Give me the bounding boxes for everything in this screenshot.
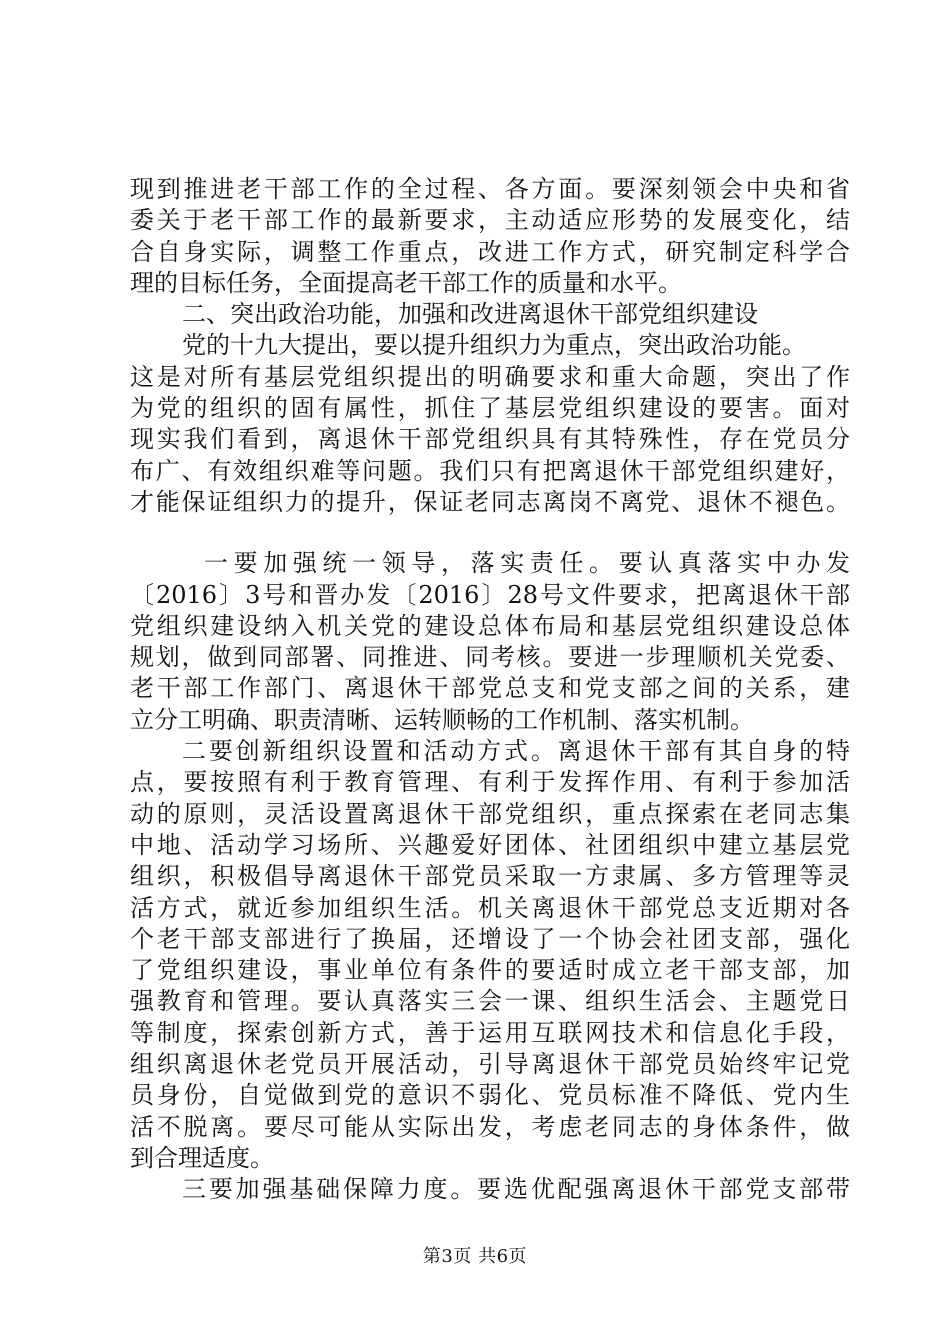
text-line: 员身份，自觉做到党的意识不弱化、党员标准不降低、党内生 — [130, 1081, 850, 1110]
text-line: 点，要按照有利于教育管理、有利于发挥作用、有利于参加活 — [130, 768, 850, 797]
text-line: 中地、活动学习场所、兴趣爱好团体、社团组织中建立基层党 — [130, 830, 850, 859]
text-line: 这是对所有基层党组织提出的明确要求和重大命题，突出了作 — [130, 362, 850, 391]
paragraph — [130, 548, 850, 736]
text-line: 等制度，探索创新方式，善于运用互联网技术和信息化手段， — [130, 1018, 850, 1047]
text-line: 三要加强基础保障力度。要选优配强离退休干部党支部带 — [182, 1175, 850, 1204]
text-line: 理的目标任务，全面提高老干部工作的质量和水平。 — [130, 268, 682, 297]
text-line: 现实我们看到，离退休干部党组织具有其特殊性，存在党员分 — [130, 425, 850, 454]
text-line: 党的十九大提出，要以提升组织力为重点，突出政治功能。 — [182, 331, 806, 360]
text-line: 党组织建设纳入机关党的建设总体布局和基层党组织建设总体 — [130, 611, 850, 640]
text-line: 委关于老干部工作的最新要求，主动适应形势的发展变化，结 — [130, 206, 850, 235]
text-line: 老干部工作部门、离退休干部党总支和党支部之间的关系，建 — [130, 674, 850, 703]
text-line: 布广、有效组织难等问题。我们只有把离退休干部党组织建好， — [130, 456, 850, 485]
text-line: 活不脱离。要尽可能从实际出发，考虑老同志的身体条件，做 — [130, 1112, 850, 1141]
document-body — [130, 174, 850, 1206]
text-line: 才能保证组织力的提升，保证老同志离岗不离党、退休不褪色。 — [130, 487, 850, 516]
paragraph — [130, 330, 850, 518]
paragraph — [130, 736, 850, 1174]
section-heading: 二、突出政治功能，加强和改进离退休干部党组织建设 — [182, 300, 758, 329]
paragraph-continued — [130, 174, 850, 299]
text-line: 到合理适度。 — [130, 1143, 274, 1172]
page-number-footer: 第3页 共6页 — [422, 1246, 528, 1267]
paragraph — [130, 1174, 850, 1205]
text-line: 〔2016〕3号和晋办发〔2016〕28号文件要求，把离退休干部 — [130, 580, 850, 609]
text-line: 组织，积极倡导离退休干部党员采取一方隶属、多方管理等灵 — [130, 862, 850, 891]
text-line: 强教育和管理。要认真落实三会一课、组织生活会、主题党日 — [130, 987, 850, 1016]
text-line: 动的原则，灵活设置离退休干部党组织，重点探索在老同志集 — [130, 799, 850, 828]
text-line: 了党组织建设，事业单位有条件的要适时成立老干部支部，加 — [130, 956, 850, 985]
text-line: 规划，做到同部署、同推进、同考核。要进一步理顺机关党委、 — [130, 643, 850, 672]
text-line: 二要创新组织设置和活动方式。离退休干部有其自身的特 — [182, 737, 850, 766]
text-line: 合自身实际，调整工作重点，改进工作方式，研究制定科学合 — [130, 237, 850, 266]
text-line: 一要加强统一领导，落实责任。要认真落实中办发 — [204, 549, 850, 578]
text-line: 现到推进老干部工作的全过程、各方面。要深刻领会中央和省 — [130, 175, 850, 203]
text-line: 立分工明确、职责清晰、运转顺畅的工作机制、落实机制。 — [130, 705, 754, 734]
text-line: 活方式，就近参加组织生活。机关离退休干部党总支近期对各 — [130, 893, 850, 922]
text-line: 为党的组织的固有属性，抓住了基层党组织建设的要害。面对 — [130, 394, 850, 423]
text-line: 个老干部支部进行了换届，还增设了一个协会社团支部，强化 — [130, 924, 850, 953]
paragraph-gap — [130, 518, 850, 548]
text-line: 组织离退休老党员开展活动，引导离退休干部党员始终牢记党 — [130, 1050, 850, 1079]
